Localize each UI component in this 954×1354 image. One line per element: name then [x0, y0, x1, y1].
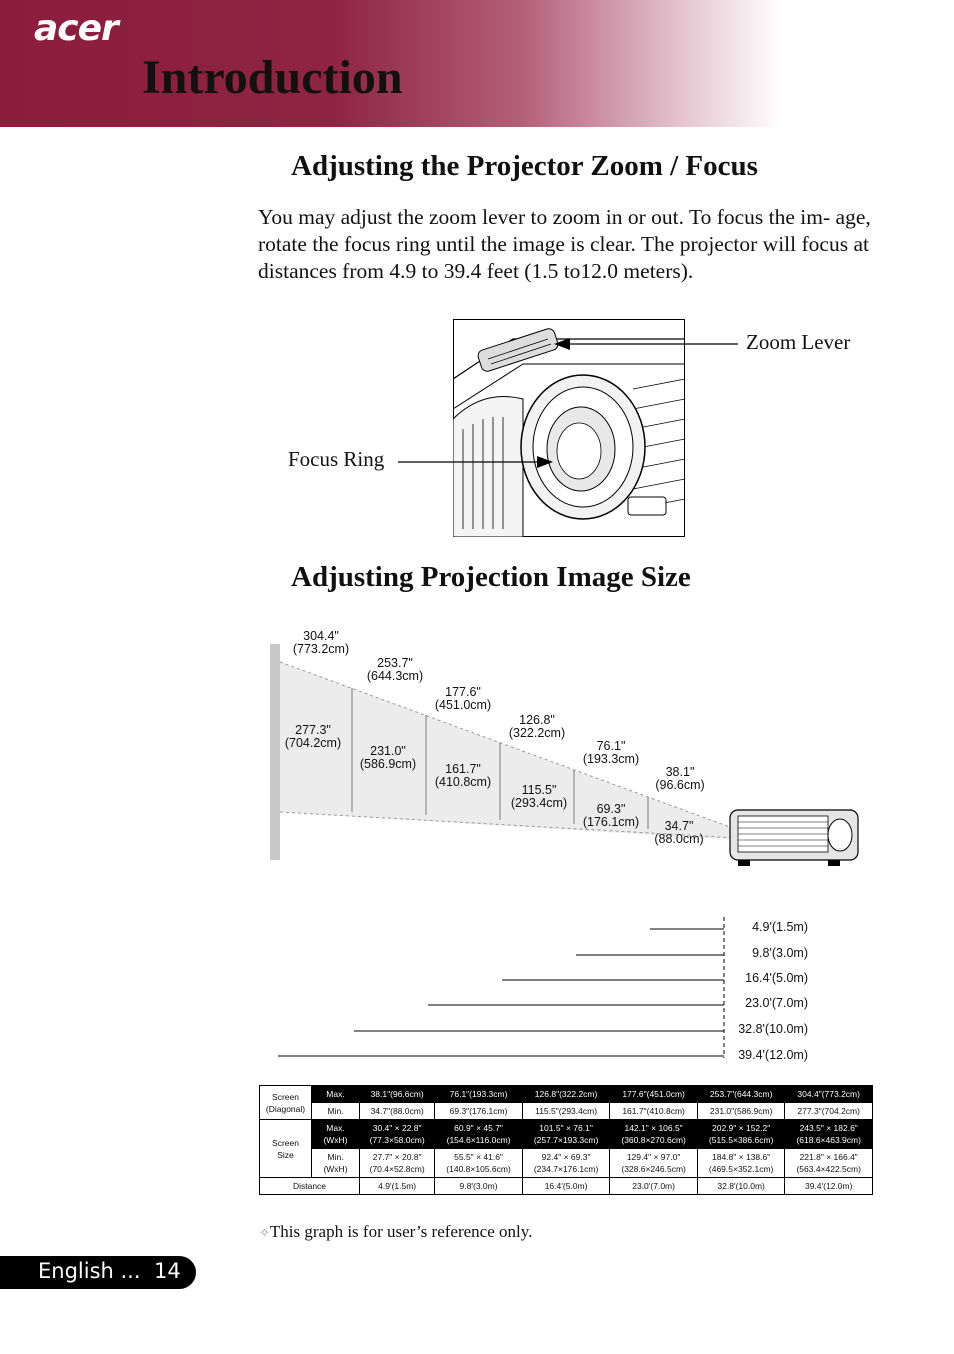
page-footer [0, 1256, 196, 1289]
max-size-label: 253.7" (644.3cm) [366, 656, 424, 683]
table-cell: 38.1"(96.6cm) [360, 1086, 435, 1103]
max-size-label: 177.6" (451.0cm) [434, 685, 492, 712]
table-cell: Min. (WxH) [312, 1149, 360, 1178]
min-size-label: 277.3" (704.2cm) [284, 723, 342, 750]
table-cell: 304.4"(773.2cm) [785, 1086, 873, 1103]
projection-spec-table [259, 1085, 873, 1195]
distance-lines [270, 915, 730, 1060]
table-cell: Max. (WxH) [312, 1120, 360, 1149]
table-cell: 55.5" × 41.6" (140.8×105.6cm) [435, 1149, 523, 1178]
min-size-label: 115.5" (293.4cm) [510, 783, 568, 810]
table-cell: 161.7"(410.8cm) [610, 1103, 698, 1120]
distance-label: 16.4'(5.0m) [745, 971, 808, 985]
min-size-label: 161.7" (410.8cm) [434, 762, 492, 789]
table-cell: 4.9'(1.5m) [360, 1178, 435, 1195]
table-cell: 76.1"(193.3cm) [435, 1086, 523, 1103]
footer-language: English ... [38, 1259, 141, 1283]
focus-ring-label: Focus Ring [288, 447, 385, 471]
min-size-label: 69.3" (176.1cm) [582, 802, 640, 829]
table-cell: 221.8" × 166.4" (563.4×422.5cm) [785, 1149, 873, 1178]
page-number: 14 [154, 1259, 181, 1283]
min-size-label: 231.0" (586.9cm) [359, 744, 417, 771]
table-cell: Distance [260, 1178, 360, 1195]
table-cell: 115.5"(293.4cm) [522, 1103, 610, 1120]
table-cell: Min. [312, 1103, 360, 1120]
table-cell: Max. [312, 1086, 360, 1103]
table-cell: 253.7"(644.3cm) [697, 1086, 785, 1103]
table-cell: Screen (Diagonal) [260, 1086, 312, 1120]
distance-label: 23.0'(7.0m) [745, 996, 808, 1010]
distance-label: 9.8'(3.0m) [752, 946, 808, 960]
distance-label: 39.4'(12.0m) [738, 1048, 808, 1062]
zoom-lever-label: Zoom Lever [746, 330, 851, 354]
page-title: Introduction [142, 51, 403, 104]
max-size-label: 38.1" (96.6cm) [655, 765, 705, 792]
zoom-focus-paragraph: You may adjust the zoom lever to zoom in or out. To focus the im- age, rotate the focus ring until the image is clear. The projector will focus at distances from 4.9 to 39.4 feet (1.5 to12.0 meters). [258, 205, 871, 283]
header-banner [0, 0, 954, 127]
table-cell: 27.7" × 20.8" (70.4×52.8cm) [360, 1149, 435, 1178]
table-row [260, 1120, 873, 1149]
max-size-label: 304.4" (773.2cm) [292, 629, 350, 656]
table-cell: 32.8'(10.0m) [697, 1178, 785, 1195]
table-cell: 202.9" × 152.2" (515.5×386.6cm) [697, 1120, 785, 1149]
table-cell: 39.4'(12.0m) [785, 1178, 873, 1195]
table-cell: 23.0'(7.0m) [610, 1178, 698, 1195]
min-size-label: 34.7" (88.0cm) [654, 819, 704, 846]
table-cell: 9.8'(3.0m) [435, 1178, 523, 1195]
table-cell: 277.3"(704.2cm) [785, 1103, 873, 1120]
table-row [260, 1149, 873, 1178]
table-cell: 16.4'(5.0m) [522, 1178, 610, 1195]
table-cell: 60.9" × 45.7" (154.6×116.0cm) [435, 1120, 523, 1149]
zoom-focus-heading: Adjusting the Projector Zoom / Focus [291, 150, 758, 182]
table-cell: 231.0"(586.9cm) [697, 1103, 785, 1120]
table-cell: 126.8"(322.2cm) [522, 1086, 610, 1103]
image-size-heading: Adjusting Projection Image Size [291, 561, 691, 593]
table-cell: 129.4" × 97.0" (328.6×246.5cm) [610, 1149, 698, 1178]
table-cell: 34.7"(88.0cm) [360, 1103, 435, 1120]
reference-note: ✧This graph is for user’s reference only. [259, 1222, 533, 1241]
table-cell: 177.6"(451.0cm) [610, 1086, 698, 1103]
table-cell: 92.4" × 69.3" (234.7×176.1cm) [522, 1149, 610, 1178]
max-size-label: 76.1" (193.3cm) [582, 739, 640, 766]
callout-arrows [396, 330, 741, 470]
brand-logo: acer [34, 8, 118, 49]
table-cell: Screen Size [260, 1120, 312, 1178]
distance-label: 4.9'(1.5m) [752, 920, 808, 934]
table-cell: 30.4" × 22.8" (77.3×58.0cm) [360, 1120, 435, 1149]
table-cell: 69.3"(176.1cm) [435, 1103, 523, 1120]
table-cell: 184.8" × 138.6" (469.5×352.1cm) [697, 1149, 785, 1178]
table-cell: 101.5" × 76.1" (257.7×193.3cm) [522, 1120, 610, 1149]
distance-label: 32.8'(10.0m) [738, 1022, 808, 1036]
table-cell: 142.1" × 106.5" (360.8×270.6cm) [610, 1120, 698, 1149]
table-row [260, 1086, 873, 1103]
table-row [260, 1103, 873, 1120]
table-row [260, 1178, 873, 1195]
table-cell: 243.5" × 182.6" (618.6×463.9cm) [785, 1120, 873, 1149]
diamond-bullet-icon: ✧ [259, 1225, 270, 1240]
max-size-label: 126.8" (322.2cm) [508, 713, 566, 740]
